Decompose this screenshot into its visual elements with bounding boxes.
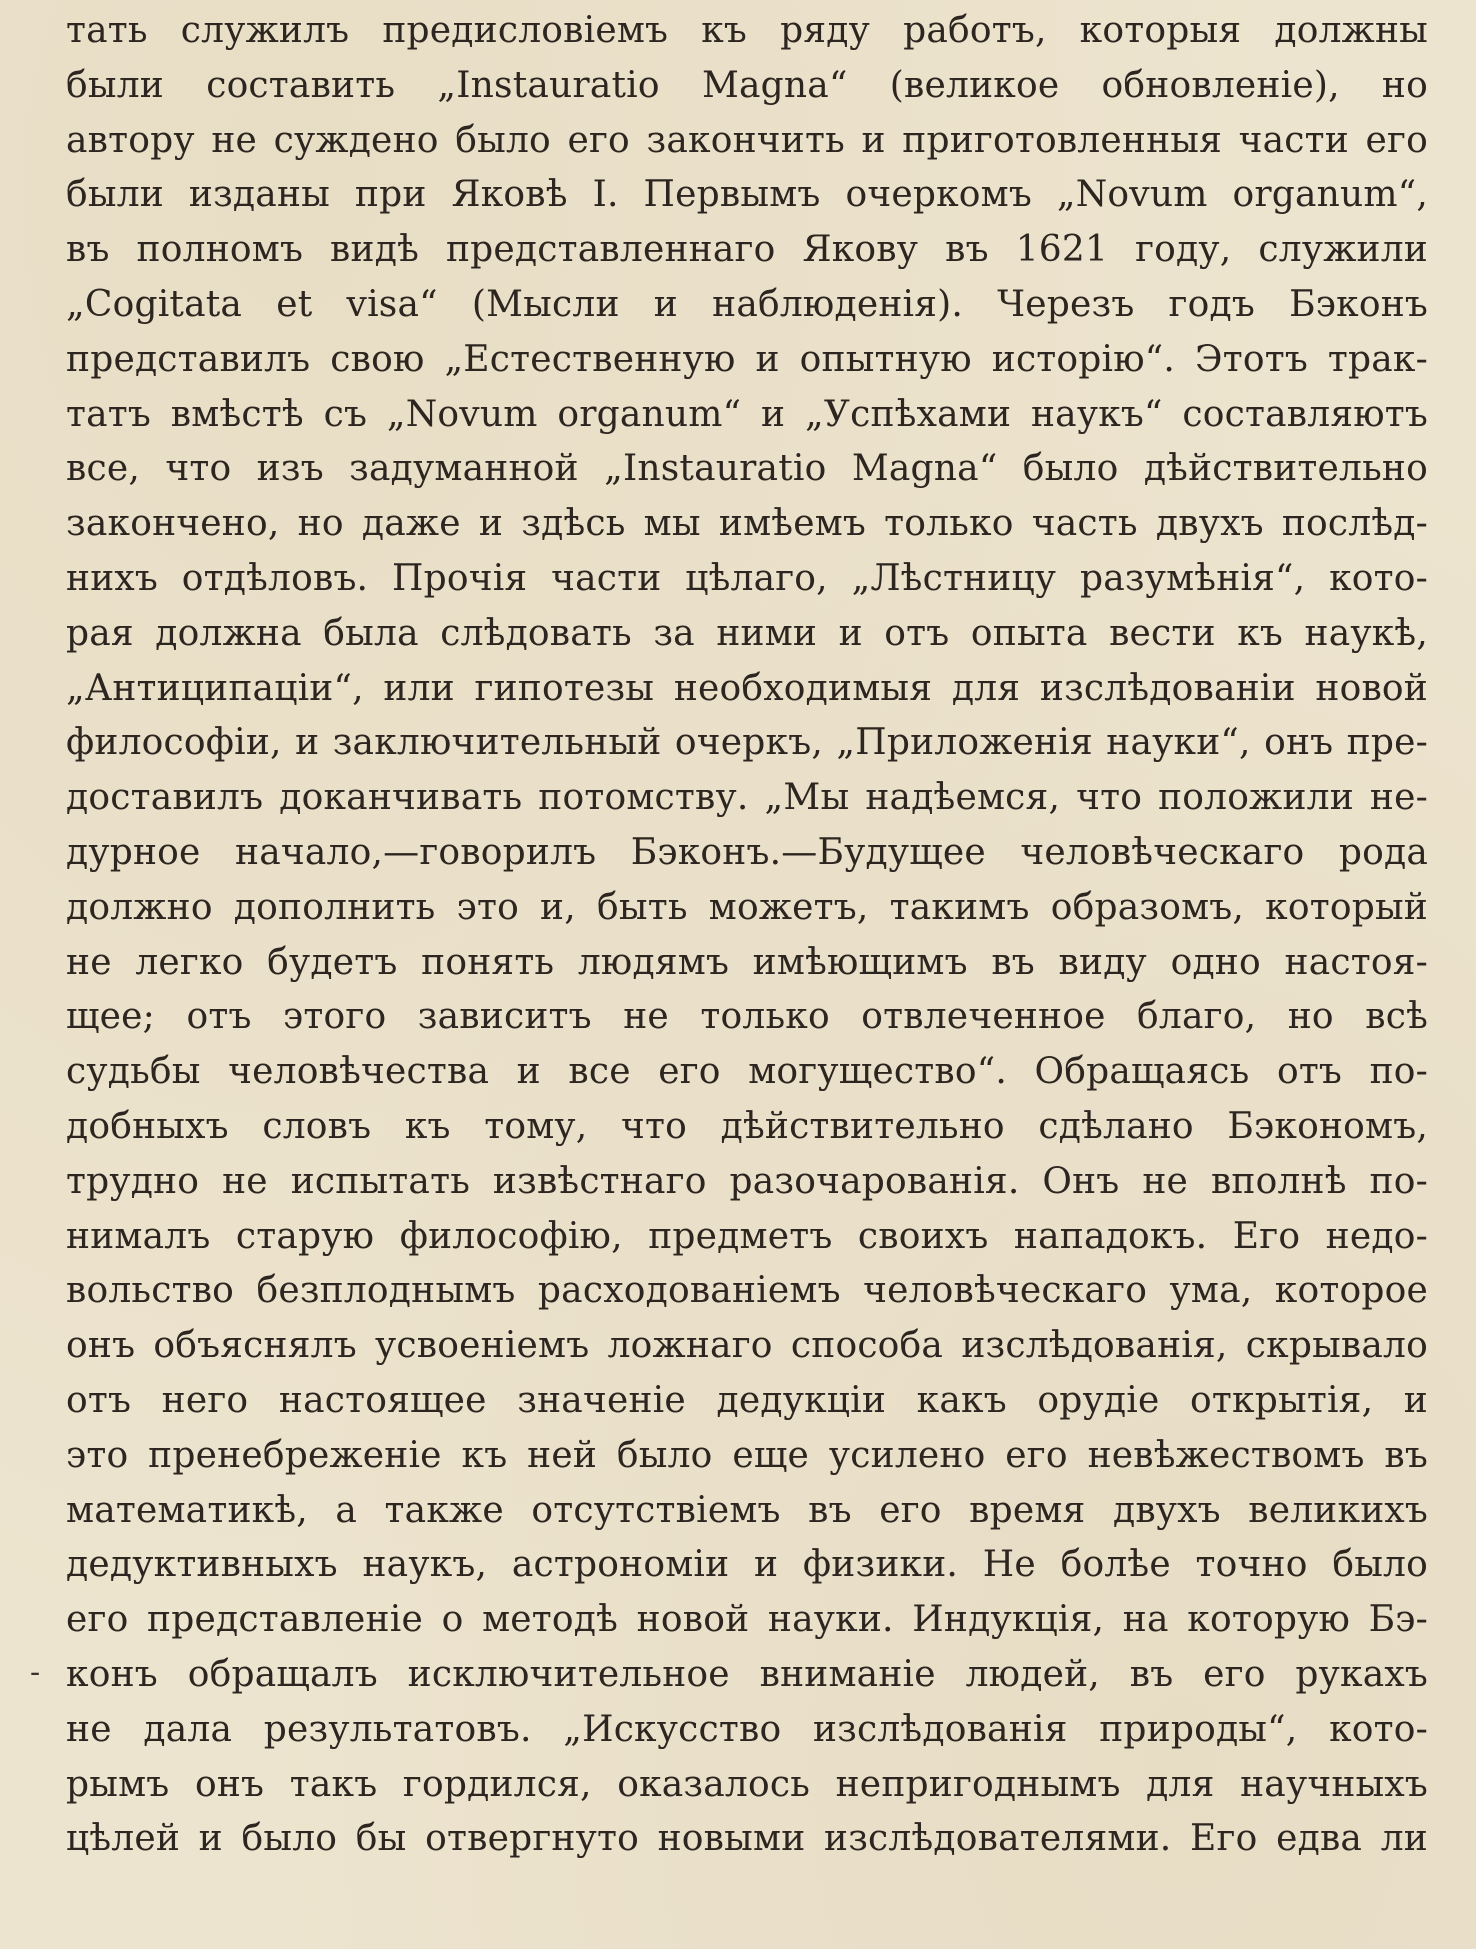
text-line: щее; отъ этого зависитъ не только отвлеченное благо, но всѣ (66, 996, 1428, 1038)
text-line: нималъ старую философію, предметъ своихъ нападокъ. Его недо- (66, 1215, 1428, 1257)
text-line: были изданы при Яковѣ I. Первымъ очеркомъ „Novum organum“, (66, 174, 1428, 216)
text-line: математикѣ, а также отсутствіемъ въ его время двухъ великихъ (66, 1489, 1428, 1531)
text-line: судьбы человѣчества и все его могущество“. Обращаясь отъ по- (66, 1051, 1428, 1093)
text-line: доставилъ доканчивать потомству. „Мы надѣемся, что положили не- (66, 777, 1428, 819)
text-line: „Cogitata et visa“ (Мысли и наблюденія). Черезъ годъ Бэконъ (66, 283, 1428, 325)
text-line: это пренебреженіе къ ней было еще усилено его невѣжествомъ въ (66, 1434, 1428, 1476)
text-line: автору не суждено было его закончить и приготовленныя части его (66, 119, 1428, 161)
text-line: философіи, и заключительный очеркъ, „Приложенія науки“, онъ пре- (66, 722, 1428, 764)
text-line: „Антиципаціи“, или гипотезы необходимыя для изслѣдованіи новой (66, 667, 1428, 709)
text-line: татъ вмѣстѣ съ „Novum organum“ и „Успѣхами наукъ“ составляютъ (66, 393, 1428, 435)
body-text (66, 4, 1428, 1867)
text-line: его представленіе о методѣ новой науки. Индукція, на которую Бэ- (66, 1599, 1428, 1641)
text-line: не дала результатовъ. „Искусство изслѣдованія природы“, кото- (66, 1708, 1428, 1750)
text-line: добныхъ словъ къ тому, что дѣйствительно сдѣлано Бэкономъ, (66, 1105, 1428, 1147)
text-line: отъ него настоящее значеніе дедукціи какъ орудіе открытія, и (66, 1379, 1428, 1421)
text-line: вольство безплоднымъ расходованіемъ человѣческаго ума, которое (66, 1270, 1428, 1312)
text-line: не легко будетъ понять людямъ имѣющимъ въ виду одно настоя- (66, 941, 1428, 983)
text-line: были составить „Instauratio Magna“ (великое обновленіе), но (66, 64, 1428, 106)
text-line: рымъ онъ такъ гордился, оказалось непригоднымъ для научныхъ (66, 1763, 1428, 1805)
margin-mark: - (30, 1655, 41, 1690)
text-line: конъ обращалъ исключительное вниманіе людей, въ его рукахъ (66, 1653, 1428, 1695)
text-line: дедуктивныхъ наукъ, астрономіи и физики. Не болѣе точно было (66, 1544, 1428, 1586)
text-line: трудно не испытать извѣстнаго разочарованія. Онъ не вполнѣ по- (66, 1160, 1428, 1202)
text-line: онъ объяснялъ усвоеніемъ ложнаго способа изслѣдованія, скрывало (66, 1325, 1428, 1367)
text-line: должно дополнить это и, быть можетъ, такимъ образомъ, который (66, 886, 1428, 928)
text-line: все, что изъ задуманной „Instauratio Magna“ было дѣйствительно (66, 448, 1428, 490)
text-line: нихъ отдѣловъ. Прочія части цѣлаго, „Лѣстницу разумѣнія“, кото- (66, 557, 1428, 599)
text-line: рая должна была слѣдовать за ними и отъ опыта вести къ наукѣ, (66, 612, 1428, 654)
text-line: закончено, но даже и здѣсь мы имѣемъ только часть двухъ послѣд- (66, 503, 1428, 545)
text-line: дурное начало,—говорилъ Бэконъ.—Будущее человѣческаго рода (66, 831, 1428, 873)
text-line: въ полномъ видѣ представленнаго Якову въ 1621 году, служили (66, 229, 1428, 271)
text-line: тать служилъ предисловіемъ къ ряду работъ, которыя должны (66, 10, 1428, 51)
text-line: цѣлей и было бы отвергнуто новыми изслѣдователями. Его едва ли (66, 1818, 1428, 1860)
text-line: представилъ свою „Естественную и опытную исторію“. Этотъ трак- (66, 338, 1428, 380)
